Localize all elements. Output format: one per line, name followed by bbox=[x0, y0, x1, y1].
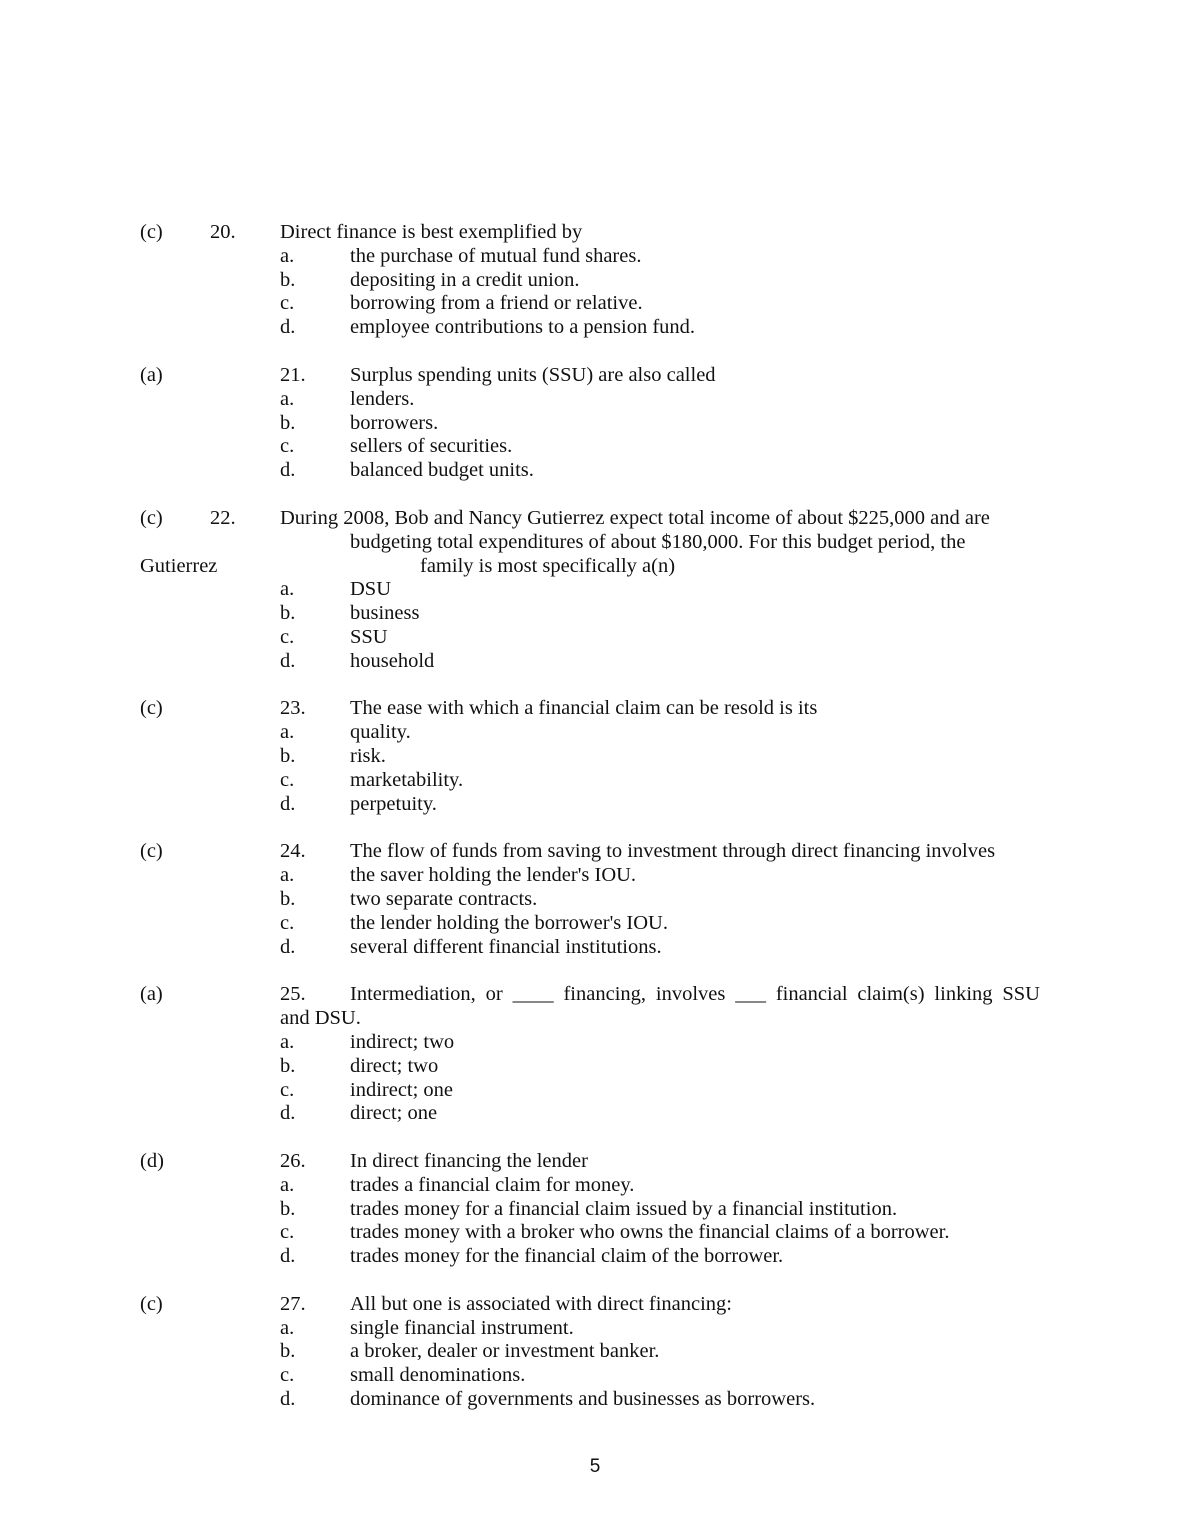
option-text: sellers of securities. bbox=[350, 435, 513, 457]
question-stem: The flow of funds from saving to investment through direct financing involves bbox=[350, 840, 996, 862]
option-letter: c. bbox=[280, 626, 295, 648]
option-letter: b. bbox=[280, 1055, 296, 1077]
option-text: dominance of governments and businesses as borrowers. bbox=[350, 1388, 816, 1410]
option-text: two separate contracts. bbox=[350, 888, 538, 910]
option-letter: a. bbox=[280, 1317, 295, 1339]
option-letter: d. bbox=[280, 316, 296, 338]
question-stem: In direct financing the lender bbox=[350, 1150, 588, 1172]
option-text: trades money with a broker who owns the financial claims of a borrower. bbox=[350, 1221, 950, 1243]
option-text: small denominations. bbox=[350, 1364, 526, 1386]
answer-key: (c) bbox=[140, 697, 163, 719]
stem-word: involves bbox=[655, 983, 726, 1005]
option-text: quality. bbox=[350, 721, 411, 743]
stem-word: Intermediation, bbox=[350, 983, 476, 1005]
option-letter: c. bbox=[280, 769, 295, 791]
stem-word: ____ bbox=[512, 983, 554, 1005]
option-text: the saver holding the lender's IOU. bbox=[350, 864, 637, 886]
option-letter: d. bbox=[280, 793, 296, 815]
stem-word: financing, bbox=[563, 983, 647, 1005]
option-text: depositing in a credit union. bbox=[350, 269, 580, 291]
option-letter: d. bbox=[280, 1245, 296, 1267]
option-text: marketability. bbox=[350, 769, 464, 791]
question-number: 22. bbox=[210, 507, 236, 529]
question-number: 20. bbox=[210, 221, 236, 243]
option-text: business bbox=[350, 602, 420, 624]
stem-word: SSU bbox=[1002, 983, 1040, 1005]
question-stem: The ease with which a financial claim can be resold is its bbox=[350, 697, 818, 719]
option-letter: c. bbox=[280, 912, 295, 934]
question-stem-line-2: budgeting total expenditures of about $180,000. For this budget period, the bbox=[350, 531, 966, 553]
option-letter: a. bbox=[280, 578, 295, 600]
option-letter: b. bbox=[280, 1198, 296, 1220]
question-stem: All but one is associated with direct financing: bbox=[350, 1293, 733, 1315]
option-letter: a. bbox=[280, 245, 295, 267]
option-text: direct; one bbox=[350, 1102, 438, 1124]
option-text: several different financial institutions. bbox=[350, 936, 662, 958]
option-letter: b. bbox=[280, 602, 296, 624]
option-letter: a. bbox=[280, 721, 295, 743]
question-number: 27. bbox=[280, 1293, 306, 1315]
question-stem: Direct finance is best exemplified by bbox=[280, 221, 583, 243]
option-letter: d. bbox=[280, 1102, 296, 1124]
question-stem-justified bbox=[350, 983, 1040, 1007]
option-text: the purchase of mutual fund shares. bbox=[350, 245, 642, 267]
option-letter: c. bbox=[280, 1364, 295, 1386]
question-stem-line-3: family is most specifically a(n) bbox=[420, 555, 676, 577]
option-text: indirect; one bbox=[350, 1079, 454, 1101]
question-stem-line-1: During 2008, Bob and Nancy Gutierrez expect total income of about $225,000 and are bbox=[280, 507, 990, 529]
option-letter: d. bbox=[280, 459, 296, 481]
option-text: a broker, dealer or investment banker. bbox=[350, 1340, 660, 1362]
answer-key: (c) bbox=[140, 840, 163, 862]
option-text: lenders. bbox=[350, 388, 415, 410]
answer-key: (c) bbox=[140, 507, 163, 529]
option-letter: b. bbox=[280, 745, 296, 767]
page-number: 5 bbox=[589, 1456, 601, 1477]
option-text: employee contributions to a pension fund. bbox=[350, 316, 696, 338]
option-text: balanced budget units. bbox=[350, 459, 534, 481]
answer-key: (a) bbox=[140, 364, 163, 386]
option-letter: d. bbox=[280, 936, 296, 958]
option-letter: a. bbox=[280, 1174, 295, 1196]
stem-word: linking bbox=[934, 983, 993, 1005]
question-number: 24. bbox=[280, 840, 306, 862]
question-number: 25. bbox=[280, 983, 306, 1005]
option-letter: c. bbox=[280, 1079, 295, 1101]
option-letter: a. bbox=[280, 388, 295, 410]
option-letter: d. bbox=[280, 650, 296, 672]
answer-key: (d) bbox=[140, 1150, 164, 1172]
option-text: trades money for the financial claim of the borrower. bbox=[350, 1245, 784, 1267]
option-text: trades money for a financial claim issued by a financial institution. bbox=[350, 1198, 898, 1220]
option-letter: b. bbox=[280, 412, 296, 434]
margin-label: Gutierrez bbox=[140, 555, 218, 577]
stem-word: ___ bbox=[735, 983, 766, 1005]
option-letter: b. bbox=[280, 888, 296, 910]
answer-key: (a) bbox=[140, 983, 163, 1005]
option-letter: a. bbox=[280, 1031, 295, 1053]
answer-key: (c) bbox=[140, 221, 163, 243]
option-text: single financial instrument. bbox=[350, 1317, 574, 1339]
option-letter: c. bbox=[280, 435, 295, 457]
option-text: perpetuity. bbox=[350, 793, 437, 815]
option-text: SSU bbox=[350, 626, 388, 648]
option-text: indirect; two bbox=[350, 1031, 455, 1053]
option-text: the lender holding the borrower's IOU. bbox=[350, 912, 668, 934]
question-number: 23. bbox=[280, 697, 306, 719]
stem-word: or bbox=[485, 983, 503, 1005]
question-number: 26. bbox=[280, 1150, 306, 1172]
answer-key: (c) bbox=[140, 1293, 163, 1315]
option-letter: c. bbox=[280, 1221, 295, 1243]
option-text: borrowing from a friend or relative. bbox=[350, 292, 643, 314]
option-text: household bbox=[350, 650, 435, 672]
option-text: borrowers. bbox=[350, 412, 439, 434]
stem-word: financial bbox=[775, 983, 848, 1005]
option-letter: b. bbox=[280, 269, 296, 291]
option-letter: c. bbox=[280, 292, 295, 314]
option-text: risk. bbox=[350, 745, 386, 767]
option-text: trades a financial claim for money. bbox=[350, 1174, 635, 1196]
question-stem-continuation: and DSU. bbox=[280, 1007, 361, 1029]
option-letter: a. bbox=[280, 864, 295, 886]
option-text: direct; two bbox=[350, 1055, 439, 1077]
stem-word: claim(s) bbox=[857, 983, 925, 1005]
question-stem: Surplus spending units (SSU) are also called bbox=[350, 364, 716, 386]
option-text: DSU bbox=[350, 578, 392, 600]
option-letter: d. bbox=[280, 1388, 296, 1410]
option-letter: b. bbox=[280, 1340, 296, 1362]
question-number: 21. bbox=[280, 364, 306, 386]
